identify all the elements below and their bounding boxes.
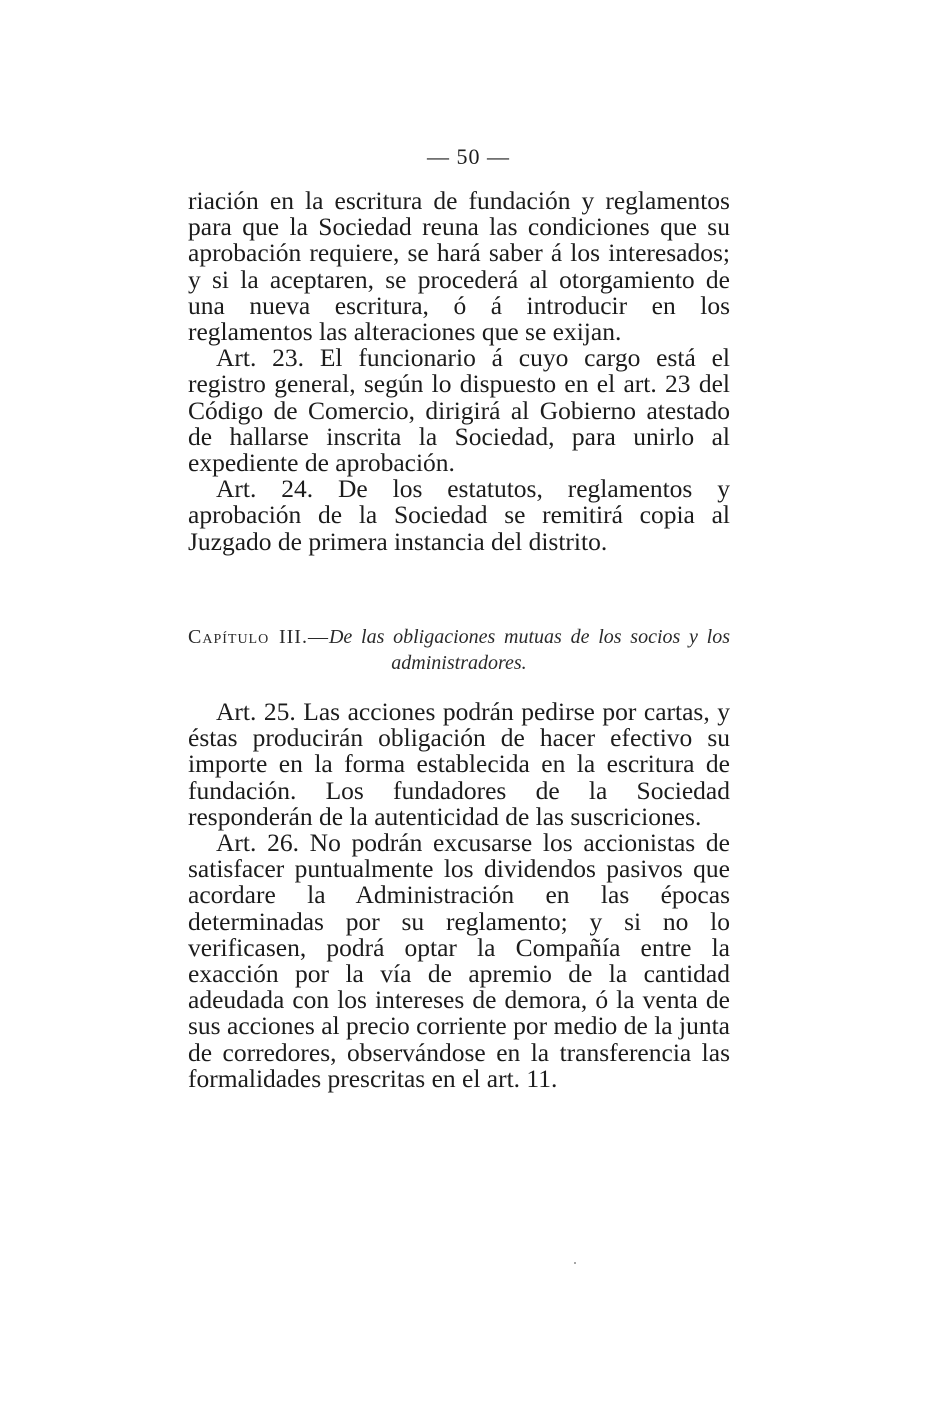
paper-speck bbox=[574, 1262, 576, 1264]
chapter-title: De las obligaciones mutuas de los socios y los administradores. bbox=[328, 626, 730, 674]
page-number: — 50 — bbox=[427, 144, 510, 169]
paragraph-continuation: riación en la escritura de fundación y reglamentos para que la Sociedad reuna las condiciones que su aprobación requiere, se hará saber á los interesados; y si la aceptaren, se procederá al otorgamiento de una nueva escritura, ó á introducir en los reglamentos las alteraciones que se exijan. bbox=[188, 186, 730, 347]
text-block-top bbox=[188, 188, 730, 555]
paragraph-article-23: Art. 23. El funcionario á cuyo cargo está el registro general, según lo dispuesto en el art. 23 del Código de Comercio, dirigirá al Gobierno atestado de hallarse inscrita la Sociedad, para unirlo al expediente de aprobación. bbox=[188, 343, 730, 478]
paragraph-article-25: Art. 25. Las acciones podrán pedirse por cartas, y éstas producirán obligación de hacer efectivo su importe en la forma establecida en la escritura de fundación. Los fundadores de la Sociedad responderán de la autenticidad de las suscriciones. bbox=[188, 697, 730, 831]
paragraph-article-26: Art. 26. No podrán excusarse los accionistas de satisfacer puntualmente los dividendos pasivos que acordare la Administración en las épocas determinadas por su reglamento; y si no lo verificasen, podrá optar la Compañía entre la exacción por la vía de apremio de la cantidad adeudada con los intereses de demora, ó la venta de sus acciones al precio corriente por medio de la junta de corredores, observándose en la transferencia las formalidades prescritas en el art. 11. bbox=[188, 828, 730, 1093]
paragraph-article-24: Art. 24. De los estatutos, reglamentos y aprobación de la Sociedad se remitirá copia al Juzgado de primera instancia del distrito. bbox=[188, 474, 730, 556]
chapter-heading bbox=[188, 624, 730, 676]
chapter-label: Capítulo III.— bbox=[188, 626, 329, 648]
text-block-bottom bbox=[188, 699, 730, 1092]
